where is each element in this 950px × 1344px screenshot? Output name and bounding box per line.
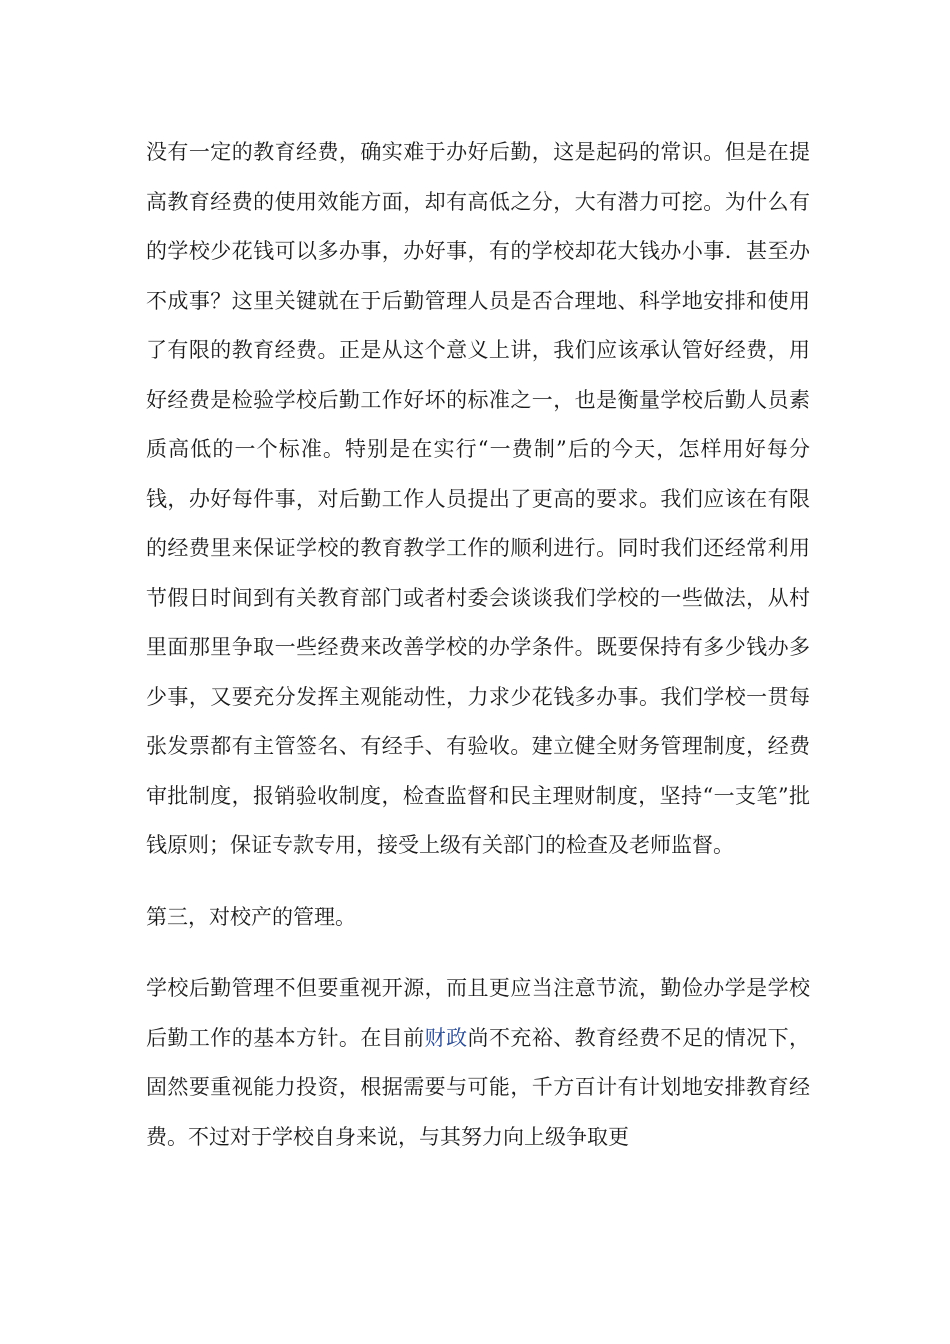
paragraph-section-heading: 第三，对校产的管理。 <box>146 904 356 929</box>
paragraph-text-before-link: 学校后勤管理不但要重视开源，而且更应当注意节流，勤俭办学是学校后勤工作的基本方针。在目前 <box>146 976 810 1050</box>
paragraph-text-after-link: 尚不充裕、教育经费不足的情况下，固然要重视能力投资，根据需要与可能，千方百计有计划地安排教育经费。不过对于学校自身来说，与其努力向上级争取更 <box>146 1025 811 1149</box>
paragraph-funding: 没有一定的教育经费，确实难于办好后勤，这是起码的常识。但是在提高教育经费的使用效能方面，却有高低之分，大有潜力可挖。为什么有的学校少花钱可以多办事，办好事，有的学校却花大钱办小事．甚至办不成事？这里关键就在于后勤管理人员是否合理地、科学地安排和使用了有限的教育经费。正是从这个意义上讲，我们应该承认管好经费，用好经费是检验学校后勤工作好坏的标准之一，也是衡量学校后勤人员素质高低的一个标准。特别是在实行“一费制”后的今天，怎样用好每分钱，办好每件事，对后勤工作人员提出了更高的要求。我们应该在有限的经费里来保证学校的教育教学工作的顺利进行。同时我们还经常利用节假日时间到有关教育部门或者村委会谈谈我们学校的一些做法，从村里面那里争取一些经费来改善学校的办学条件。既要保持有多少钱办多少事，又要充分发挥主观能动性，力求少花钱多办事。我们学校一贯每张发票都有主管签名、有经手、有验收。建立健全财务管理制度，经费审批制度，报销验收制度，检查监督和民主理财制度，坚持“一支笔”批钱原则；保证专款专用，接受上级有关部门的检查及老师监督。 <box>146 140 810 857</box>
finance-link[interactable]: 财政 <box>424 1025 468 1050</box>
document-body <box>146 128 810 1162</box>
paragraph-asset-management <box>146 964 810 1162</box>
